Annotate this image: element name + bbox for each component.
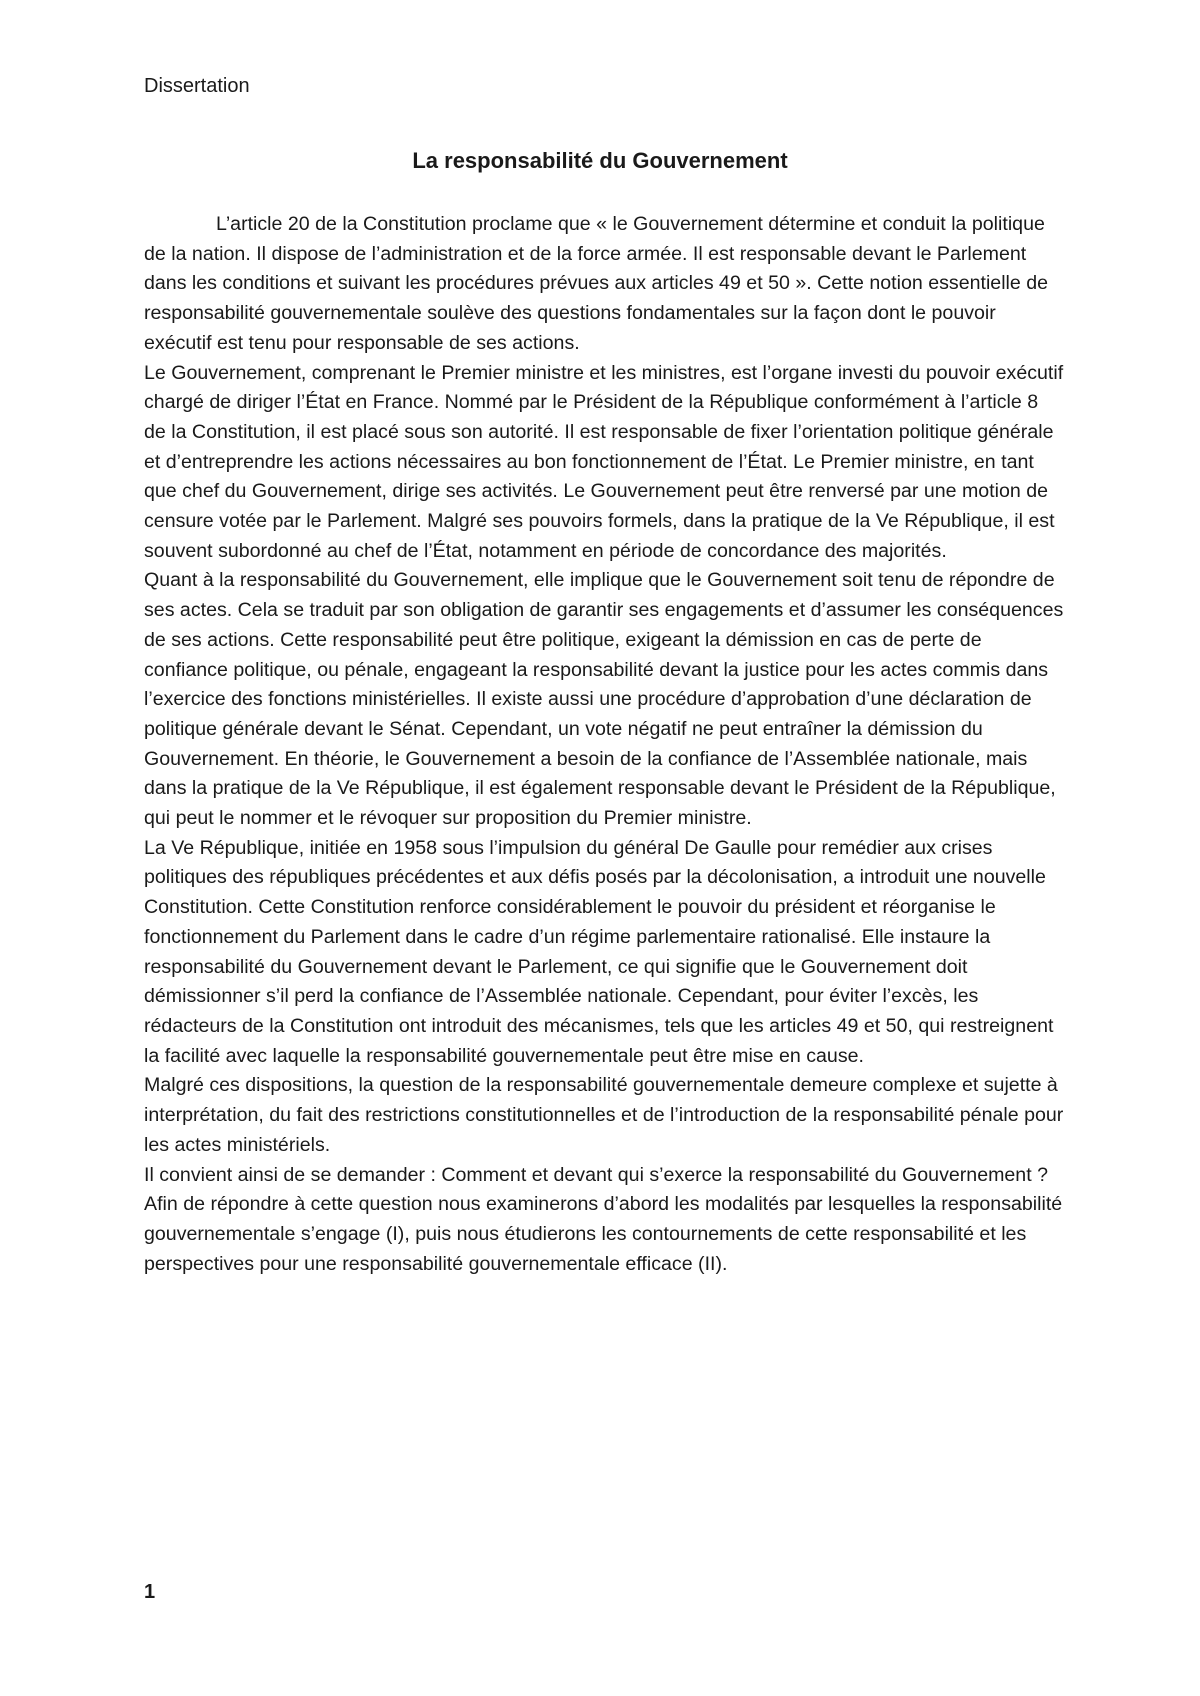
paragraph-intro: L’article 20 de la Constitution proclame que « le Gouvernement détermine et conduit la politique de la nation. Il dispose de l’administration et de la force armée. Il est responsable devant le Parlement dans les conditions et suivant les procédures prévues aux articles 49 et 50 ». Cette notion essentielle de responsabilité gouvernementale soulève des questions fondamentales sur la façon dont le pouvoir exécutif est tenu pour responsable de ses actions. xyxy=(144,213,1049,354)
paragraph-responsabilite: Quant à la responsabilité du Gouvernement, elle implique que le Gouvernement soit tenu de répondre de ses actes. Cela se traduit par son obligation de garantir ses engagements et d’assumer les conséquences de ses actions. Cette responsabilité peut être politique, exigeant la démission en cas de perte de confiance politique, ou pénale, engageant la responsabilité devant la justice pour les actes commis dans l’exercice des fonctions ministérielles. Il existe aussi une procédure d’approbation d’une déclaration de politique générale devant le Sénat. Cependant, un vote négatif ne peut entraîner la démission du Gouvernement. En théorie, le Gouvernement a besoin de la confiance de l’Assemblée nationale, mais dans la pratique de la Ve République, il est également responsable devant le Président de la République, qui peut le nommer et le révoquer sur proposition du Premier ministre. xyxy=(144,569,1064,830)
document-body xyxy=(144,210,1064,1279)
page-number: 1 xyxy=(144,1581,156,1603)
document-header-label: Dissertation xyxy=(144,75,250,97)
paragraph-annonce-plan: Afin de répondre à cette question nous examinerons d’abord les modalités par lesquelles la responsabilité gouvernementale s’engage (I), puis nous étudierons les contournements de cette responsabilité et les perspectives pour une responsabilité gouvernementale efficace (II). xyxy=(144,1193,1063,1275)
paragraph-gouvernement: Le Gouvernement, comprenant le Premier ministre et les ministres, est l’organe investi du pouvoir exécutif chargé de diriger l’État en France. Nommé par le Président de la République conformément à l’article 8 de la Constitution, il est placé sous son autorité. Il est responsable de fixer l’orientation politique générale et d’entreprendre les actions nécessaires au bon fonctionnement de l’État. Le Premier ministre, en tant que chef du Gouvernement, dirige ses activités. Le Gouvernement peut être renversé par une motion de censure votée par le Parlement. Malgré ses pouvoirs formels, dans la pratique de la Ve République, il est souvent subordonné au chef de l’État, notamment en période de concordance des majorités. xyxy=(144,361,1064,562)
paragraph-ve-republique: La Ve République, initiée en 1958 sous l’impulsion du général De Gaulle pour remédier aux crises politiques des républiques précédentes et aux défis posés par la décolonisation, a introduit une nouvelle Constitution. Cette Constitution renforce considérablement le pouvoir du président et réorganise le fonctionnement du Parlement dans le cadre d’un régime parlementaire rationalisé. Elle instaure la responsabilité du Gouvernement devant le Parlement, ce qui signifie que le Gouvernement doit démissionner s’il perd la confiance de l’Assemblée nationale. Cependant, pour éviter l’excès, les rédacteurs de la Constitution ont introduit des mécanismes, tels que les articles 49 et 50, qui restreignent la facilité avec laquelle la responsabilité gouvernementale peut être mise en cause. xyxy=(144,836,1054,1067)
document-title: La responsabilité du Gouvernement xyxy=(412,148,788,173)
paragraph-complexite: Malgré ces dispositions, la question de la responsabilité gouvernementale demeure complexe et sujette à interprétation, du fait des restrictions constitutionnelles et de l’introduction de la responsabilité pénale pour les actes ministériels. xyxy=(144,1074,1064,1156)
paragraph-problematique: Il convient ainsi de se demander : Comment et devant qui s’exerce la responsabilité du Gouvernement ? xyxy=(144,1163,1048,1186)
